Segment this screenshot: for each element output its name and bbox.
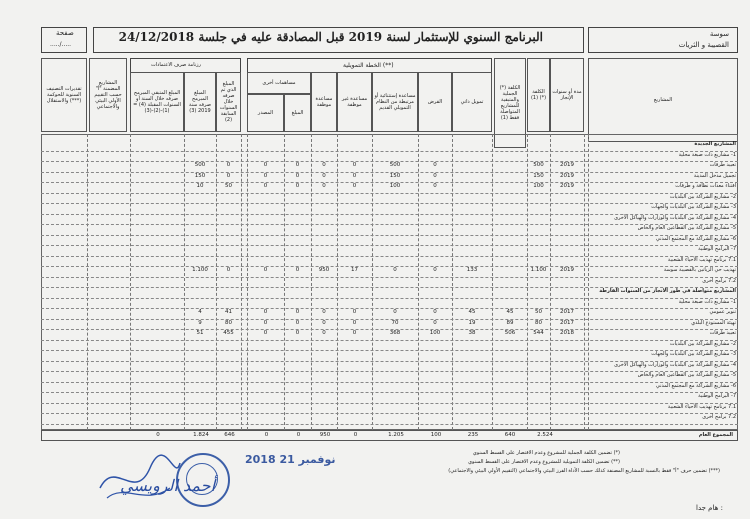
row-separator (41, 256, 738, 257)
totals-cond: 950 (319, 432, 331, 438)
cell-loan: 0 (433, 267, 437, 273)
cell-unc: 0 (352, 172, 357, 179)
row-separator (41, 277, 738, 278)
cell-loan: 0 (433, 162, 437, 168)
totals-remaining: 0 (156, 432, 160, 438)
cell-self: 38 (468, 330, 476, 336)
cell-src: 0 (263, 267, 268, 273)
col-classification: تقديرات التصنيف السنوية للحوكمة والاستقلال (***) (41, 58, 87, 132)
note-3: (***) تضمين حرف "أ" فقط بالنسبة للمشاريع المصنفة كذلك حسب الأداة الفرز البيئي والاجتماعي (التقييم الأولي البيئي والاجتماعي) (448, 468, 720, 474)
grid-line-v (584, 134, 585, 430)
totals-total: 640 (504, 432, 516, 438)
col-period: مدة أو سنوات الإنجاز (550, 58, 584, 132)
cell-src: 0 (263, 319, 268, 326)
stamp-date: 2018 نوفمبر 21 (245, 453, 336, 466)
row-label: 7.2 برامج أخرى (702, 414, 736, 420)
cell-src: 0 (263, 309, 268, 315)
cell-self: 45 (468, 309, 476, 315)
col-remaining: المبلغ المتبقي المبرمج صرفه خلال السنة أو السنوات المقبلة (4) =(1)-(2)-(3) (130, 72, 184, 132)
cell-amt: 0 (295, 330, 300, 336)
cell-cond: 0 (322, 183, 326, 189)
page-value: ...../..... (50, 41, 72, 48)
cell-period: 2019 (560, 162, 574, 168)
cell-total: 506 (504, 330, 516, 336)
cell-src: 0 (263, 172, 268, 179)
cell-period: 2019 (560, 172, 574, 179)
signature-scribble (95, 448, 185, 508)
row-label: 1- مشاريع ذات صبغة محلية (678, 151, 736, 158)
cell-prev: 0 (226, 267, 231, 273)
row-label: 2- مشاريع الشراكة بين البلديات (669, 340, 736, 347)
totals-self: 235 (467, 432, 479, 438)
cell-loan: 0 (433, 183, 437, 189)
footer-note: هام جدا : (696, 504, 723, 512)
totals-exc: 1.205 (388, 432, 404, 438)
cell-period: 2019 (560, 267, 574, 273)
grid-line-v (452, 134, 453, 430)
row-label: 6- مشاريع الشراكة مع المجتمع المدني (655, 235, 736, 242)
cell-cost: 1.100 (530, 267, 547, 273)
note-2: (**) تضمين الكلفة التمويلية للمشروع وعدم الاقتصار على القسط السنوي (468, 459, 620, 465)
row-label: تعبيد طرقات (709, 162, 736, 168)
cell-total: 45 (506, 309, 514, 315)
row-separator (41, 235, 738, 236)
row-separator (41, 371, 738, 372)
cell-unc: 0 (352, 319, 357, 326)
row-separator (41, 382, 738, 383)
row-label: المشاريع الجديدة (694, 141, 736, 147)
row-separator (41, 392, 738, 393)
cell-cond: 0 (322, 172, 326, 179)
cell-exc: 0 (393, 309, 397, 315)
cell-unc: 0 (352, 330, 357, 336)
row-separator (41, 350, 738, 351)
col-other-contrib: مساهمات أخرى (247, 72, 311, 94)
cell-cond: 0 (322, 162, 326, 168)
region-name: سوسة (709, 30, 729, 38)
col-unconditional-aid: مساعدة غير موظفة (337, 72, 372, 132)
col-total-cost: الكلفة (*) الجملية والمتبقية للمشاريع المتواصلة فقط (1) (494, 58, 526, 148)
cell-src: 0 (263, 162, 268, 168)
col-exceptional-aid: مساعدة إستثنائية أو مرتبطة من النظام التمويلي القديم (372, 72, 418, 132)
col-self-funding: تمويل ذاتي (452, 72, 492, 132)
cell-cond: 0 (322, 319, 326, 326)
cell-y2019: 51 (196, 330, 204, 336)
grid-line-v (492, 134, 493, 430)
cell-src: 0 (263, 330, 268, 336)
row-label: 3- مشاريع الشراكة بين البلديات والجهات (651, 204, 736, 210)
row-separator (41, 203, 738, 204)
cell-amt: 0 (295, 319, 300, 326)
col-conditional-aid: مساعدة موظفة (311, 72, 337, 132)
cell-prev: 0 (226, 162, 231, 168)
row-label: تهيئة المستودع البلدي (691, 319, 736, 326)
row-separator (41, 245, 738, 246)
cell-y2019: 4 (198, 309, 202, 315)
region-box (588, 27, 738, 53)
cell-cost: 50 (535, 309, 542, 315)
cell-exc: 0 (393, 267, 397, 273)
cell-period: 2019 (560, 183, 574, 189)
cell-period: 2017 (560, 319, 574, 326)
cell-cost: 500 (533, 162, 544, 168)
row-label: 1- مشاريع ذات صبغة محلية (678, 298, 736, 305)
totals-src: 0 (264, 432, 269, 438)
row-separator (41, 224, 738, 225)
page-label: صفحة (56, 29, 74, 37)
row-separator (41, 298, 738, 299)
row-label: المشاريع متواصلة في طور الانجاز من السنوات الفارطة (599, 288, 736, 294)
cell-unc: 0 (352, 162, 357, 168)
row-separator (41, 403, 738, 404)
col-source: المصدر (247, 94, 284, 132)
cell-loan: 0 (433, 172, 437, 179)
grid-line-v (130, 134, 131, 430)
row-label: 5- مشاريع الشراكة بين القطاعين العام والخاص (637, 372, 736, 378)
cell-prev: 50 (225, 183, 232, 189)
cell-unc: 0 (352, 309, 357, 315)
col-previous-amount: المبلغ الذي تم صرفه خلال السنوات السابقة (2) (216, 72, 241, 132)
cell-amt: 0 (295, 172, 300, 179)
row-label: 2- مشاريع الشراكة بين البلديات (669, 193, 736, 200)
totals-amt: 0 (296, 432, 301, 438)
cell-unc: 0 (352, 183, 357, 189)
cell-exc: 368 (389, 330, 401, 336)
title-box (93, 27, 584, 53)
cell-y2019: 500 (194, 162, 206, 168)
page-title: البرنامج السنوي للإستثمار لسنة 2019 قبل المصادقة عليه في جلسة 24/12/2018 (118, 30, 543, 44)
row-label: 3- مشاريع الشراكة بين البلديات والجهات (651, 351, 736, 357)
row-label: 7.2 برامج أخرى (702, 277, 736, 284)
row-separator (41, 193, 738, 194)
cell-exc: 100 (389, 183, 401, 189)
grid-line-v (588, 134, 589, 430)
cell-src: 0 (263, 183, 268, 189)
row-separator (41, 413, 738, 414)
cell-unc: 17 (351, 267, 358, 273)
municipality-name: القصيبة و الثريات (678, 41, 729, 49)
row-label: تجميل مدخل المدينة (693, 172, 736, 179)
cell-amt: 0 (295, 162, 300, 168)
cell-prev: 80 (225, 319, 232, 326)
cell-cond: 0 (322, 330, 326, 336)
cell-cost: 100 (533, 183, 544, 189)
row-label: 4- مشاريع الشراكة بين البلديات والوزارات والهياكل الأخرى (614, 361, 736, 368)
row-label: 5- مشاريع الشراكة بين القطاعين العام والخاص (637, 225, 736, 231)
cell-cond: 0 (322, 309, 326, 315)
signature: أحمد الرويسي (120, 476, 216, 495)
row-label: 6- مشاريع الشراكة مع المجتمع المدني (655, 382, 736, 389)
row-label: اقتناء معدات نظافة و طرقات (675, 183, 736, 189)
row-separator (41, 151, 738, 152)
cell-prev: 455 (223, 330, 234, 336)
cell-amt: 0 (295, 309, 300, 315)
cell-exc: 150 (389, 172, 401, 179)
col-projects-listed: المشاريع المضمنة "أ" حسب التقييم الأولي البيئي والاجتماعي (89, 58, 127, 132)
col-loans: القرض (418, 72, 452, 132)
cell-y2019: 9 (198, 319, 202, 326)
totals-label: المجموع العام (698, 432, 733, 438)
cell-y2019: 150 (194, 172, 206, 179)
row-label: 7- البرامج الوطنية (698, 393, 736, 399)
totals-loan: 100 (430, 432, 442, 438)
totals-prev: 646 (224, 432, 235, 438)
cell-exc: 70 (391, 319, 399, 326)
col-projects: المشاريع (588, 58, 738, 142)
cell-self: 133 (466, 267, 478, 273)
totals-cost: 2.524 (537, 432, 553, 438)
totals-row (41, 430, 738, 441)
cell-prev: 41 (225, 309, 232, 315)
page-number-box (41, 27, 87, 53)
cell-amt: 0 (295, 267, 300, 273)
col-amount-2019: المبلغ المبرمج صرفه سنة 2019 (3) (184, 72, 216, 132)
cell-period: 2017 (560, 309, 574, 315)
totals-2019: 1.824 (193, 432, 209, 438)
cell-loan: 0 (433, 309, 437, 315)
row-separator (41, 340, 738, 341)
cell-cost: 80 (535, 319, 542, 326)
row-label: 7.1 برنامج تهذيب الأحياء الشعبية (667, 403, 736, 410)
planned-funding-label: الخطة التمويلية (**) (343, 62, 394, 69)
cell-amt: 0 (295, 183, 300, 189)
note-1: (*) تضمين الكلفة الجملية للمشروع وعدم الاقتصار على القسط السنوي (472, 450, 620, 456)
grid-line-v (241, 134, 242, 430)
row-separator (41, 424, 738, 425)
cell-exc: 500 (389, 162, 401, 168)
row-label: 7.1 برنامج تهذيب الأحياء الشعبية (667, 256, 736, 263)
cell-y2019: 10 (196, 183, 204, 189)
row-label: تعبيد طرقات (709, 330, 736, 336)
cell-cond: 950 (318, 267, 330, 273)
cell-total: 89 (506, 319, 514, 326)
col-amount: المبلغ (284, 94, 311, 132)
cell-self: 19 (468, 319, 476, 326)
cell-cost: 150 (533, 172, 544, 179)
grid-line-v (87, 134, 88, 430)
spending-schedule-label: رزنامة صرف الاعتمادات (151, 62, 201, 68)
row-label: 4- مشاريع الشراكة بين البلديات والوزارات والهياكل الأخرى (614, 214, 736, 221)
cell-loan: 100 (429, 330, 441, 336)
cell-prev: 0 (226, 172, 231, 179)
totals-unc: 0 (353, 432, 358, 438)
cell-loan: 0 (433, 319, 437, 326)
row-label: تنوير عمومي (709, 309, 736, 315)
row-label: تهذيب حي الزياتين بالقصيبة سوسة (663, 267, 736, 273)
row-label: 7- البرامج الوطنية (698, 246, 736, 252)
cell-period: 2018 (560, 330, 574, 336)
cell-y2019: 1.100 (192, 267, 208, 273)
col-cost: الكلفة (*) (1) (527, 58, 550, 132)
cell-cost: 544 (533, 330, 544, 336)
